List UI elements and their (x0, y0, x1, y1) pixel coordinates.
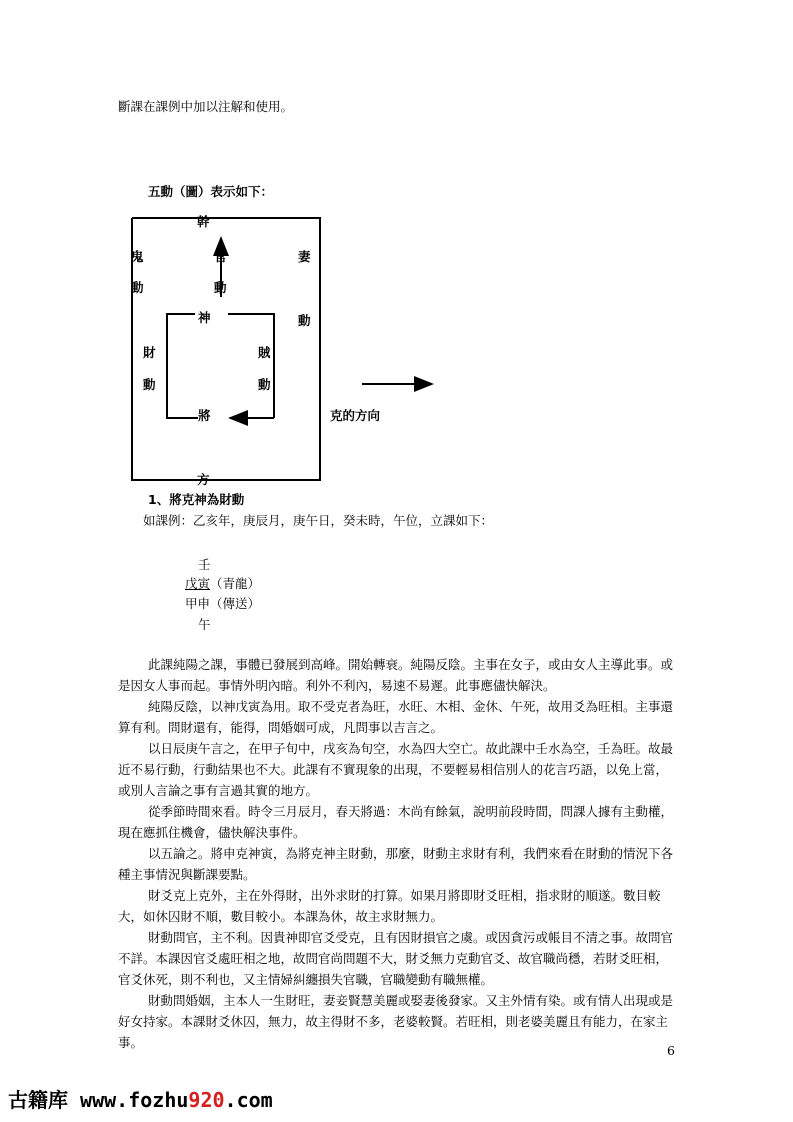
diagram-bottom-label: 方 (197, 472, 210, 487)
example-line: 如課例：乙亥年，庚辰月，庚午日，癸未時，午位，立課如下： (143, 513, 494, 528)
page-number: 6 (667, 1043, 675, 1058)
arrow-caption: 克的方向 (330, 408, 381, 423)
lesson-line-2 (185, 574, 260, 592)
inner-frame-left (167, 314, 198, 418)
site-name: 古籍库 (8, 1088, 68, 1112)
center-top-label-2: 動 (214, 280, 227, 295)
paragraph: 此課純陽之課，事體已發展到高峰。開始轉衰。純陽反陰。主事在女子，或由女人主導此事。或是因女人事而起。事情外明內暗。利外不利內，易速不易遲。此事應儘快解決。 (118, 657, 674, 693)
paragraph: 以日辰庚午言之，在甲子旬中，戌亥為旬空，水為四大空亡。故此課中壬水為空，壬為旺。故最近不易行動，行動結果也不大。此課有不實現象的出現，不要輕易相信別人的花言巧語，以免上當，或別人言論之事有言過其實的地方。 (118, 741, 674, 798)
diagram-top-label: 幹 (197, 214, 210, 229)
inner-left-label-1: 財 (143, 345, 156, 360)
url-prefix: www.fozhu (80, 1088, 189, 1112)
lesson-line-2-rest: （青龍） (210, 576, 261, 591)
lesson-line-2-underlined: 戊寅 (185, 576, 211, 591)
paragraph: 從季節時間來看。時令三月辰月，春天將過：木尚有餘氣，說明前段時間，問課人據有主動權，現在應抓住機會，儘快解決事件。 (118, 804, 674, 840)
paragraph: 純陽反陰，以神戊寅為用。取不受克者為旺，水旺、木相、金休、午死，故用爻為旺相。主事還算有利。問財還有，能得，問婚姻可成，凡問事以吉言之。 (118, 699, 674, 735)
inner-left-label-2: 動 (143, 377, 156, 392)
site-watermark (8, 1084, 273, 1113)
outer-right-label-2: 動 (298, 313, 311, 328)
lesson-line-1: 壬 (198, 557, 211, 572)
lesson-line-4: 午 (198, 617, 211, 632)
lesson-line-3: 甲申（傳送） (185, 596, 261, 611)
paragraph: 財動問官，主不利。因貴神即官爻受克，且有因財損官之虞。或因貪污或帳目不清之事。故問官不詳。本課因官爻處旺相之地，故問官尚問題不大，財爻無力克動官爻、故官職尚穩，若財爻旺相，官爻休死，則不利也，又主情婦糾纏損失官職，官職變動有職無權。 (118, 930, 674, 987)
inner-top-label: 神 (198, 310, 211, 325)
outer-left-label-2: 動 (131, 280, 144, 295)
intro-line: 斷課在課例中加以注解和使用。 (118, 99, 294, 114)
url-number: 920 (188, 1088, 225, 1112)
url-suffix: .com (224, 1088, 273, 1112)
center-top-label-1: 官 (214, 249, 227, 264)
outer-right-label-1: 妻 (298, 249, 311, 264)
site-url (80, 1088, 273, 1112)
inner-right-label-2: 動 (258, 377, 271, 392)
paragraph: 財動問婚姻，主本人一生財旺，妻妾賢慧美麗或娶妻後發家。又主外情有染。或有情人出現或是好女持家。本課財爻休囚，無力，故主得財不多，老婆較賢。若旺相，則老婆美麗且有能力，在家主事。 (118, 993, 674, 1050)
paragraph: 以五論之。將申克神寅，為將克神主財動，那麼，財動主求財有利，我們來看在財動的情況下各種主事情況與斷課要點。 (118, 846, 674, 882)
outer-left-label-1: 鬼 (131, 249, 144, 264)
paragraph: 財爻克上克外，主在外得財，出外求財的打算。如果月將即財爻旺相，指求財的順遂。數目較大，如休囚財不順，數目較小。本課為休，故主求財無力。 (118, 888, 661, 924)
diagram-heading: 五動（圖）表示如下： (148, 184, 274, 199)
section-title: 1、將克神為財動 (148, 492, 245, 507)
inner-right-label-1: 賊 (258, 345, 271, 360)
inner-frame-right (228, 314, 274, 418)
body-text (118, 654, 678, 1053)
inner-bottom-label: 將 (198, 408, 211, 423)
